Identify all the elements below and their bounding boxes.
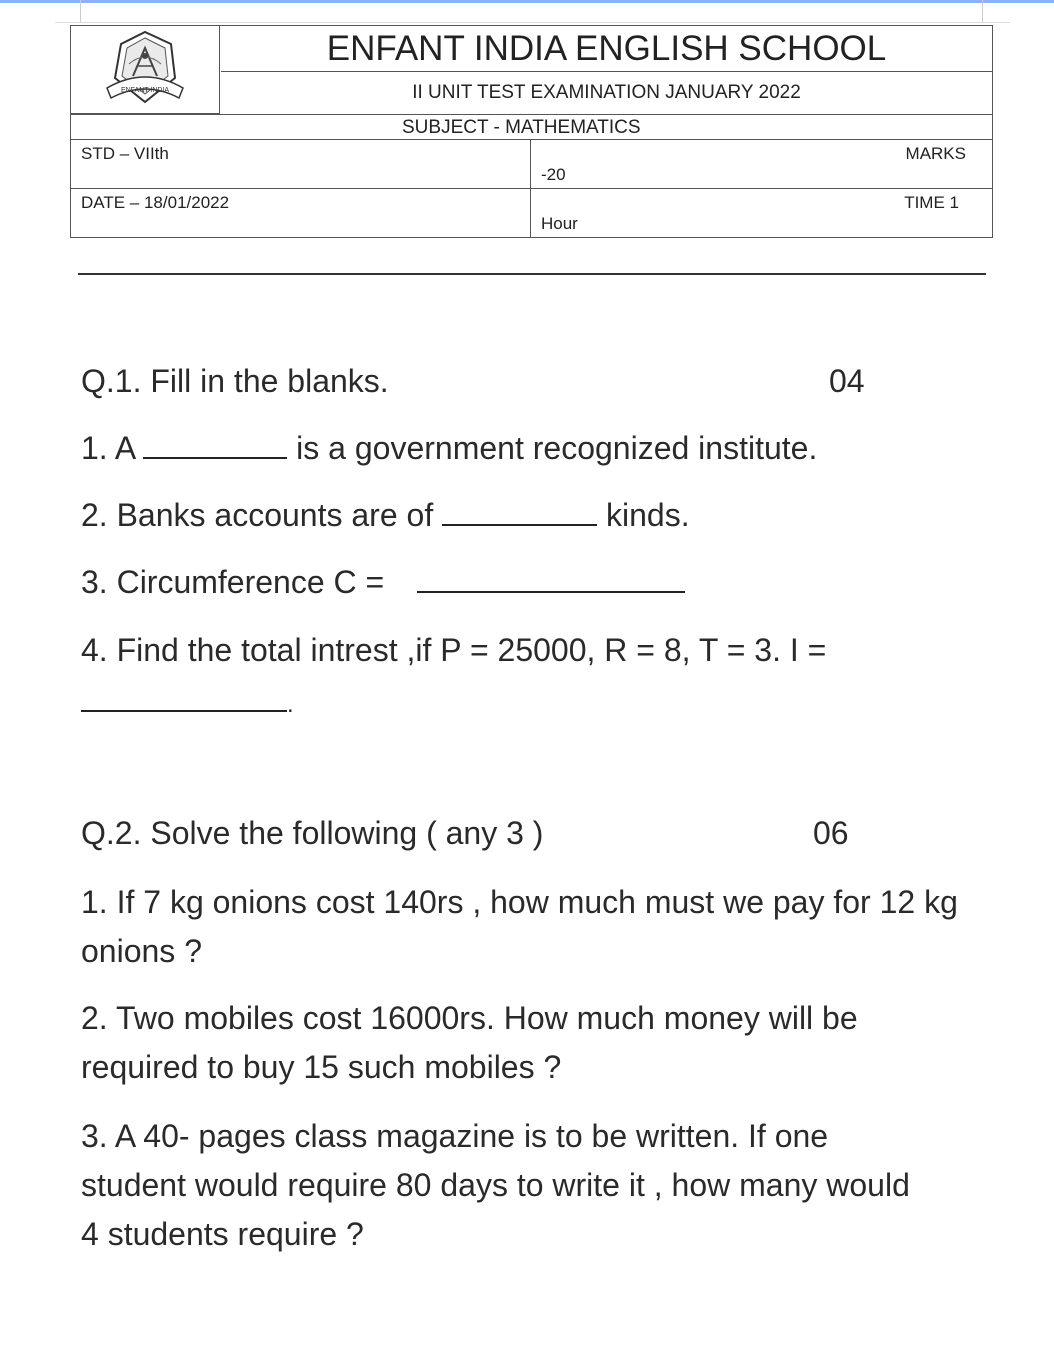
q1-item-4 (81, 632, 826, 669)
std-row (71, 140, 992, 189)
q1-item-1-suffix: is a government recognized institute. (296, 430, 818, 466)
q2-title: Q.2. Solve the following ( any 3 ) (81, 815, 544, 851)
logo-text: ENFANT INDIA (120, 87, 170, 94)
subject-row (71, 114, 992, 140)
q1-item-3 (81, 564, 685, 601)
answer-blank (442, 522, 597, 526)
logo-cell (71, 26, 220, 114)
q1-item-3-prefix: 3. Circumference C = (81, 564, 385, 600)
q1-item-4-end: . (287, 691, 294, 718)
q1-item-2 (81, 497, 690, 534)
school-logo-icon (71, 26, 220, 114)
std-label: STD – VIIth (81, 144, 169, 163)
q1-title: Q.1. Fill in the blanks. (81, 363, 389, 399)
top-edge-line (0, 0, 1054, 3)
answer-blank (81, 708, 287, 712)
q1-item-2-suffix: kinds. (605, 497, 690, 533)
q2-item-2: 2. Two mobiles cost 16000rs. How much money will be required to buy 15 such mobiles ? (81, 1000, 858, 1085)
q1-item-1-prefix: 1. A (81, 430, 135, 466)
answer-blank (417, 589, 685, 593)
date-label: DATE – 18/01/2022 (81, 193, 230, 212)
q1-item-4-blank-line (81, 683, 294, 720)
school-name: ENFANT INDIA ENGLISH SCHOOL (221, 26, 992, 72)
marks-label: MARKS (905, 144, 966, 163)
column-divider (530, 140, 531, 188)
q1-item-1 (81, 430, 817, 467)
header-divider-line (78, 273, 986, 275)
q1-marks: 04 (829, 363, 865, 399)
page-corner-mark-right (982, 0, 983, 22)
page-corner-mark-left (80, 0, 81, 22)
q2-marks: 06 (813, 815, 849, 851)
time-value: Hour (541, 214, 578, 233)
answer-blank (143, 455, 287, 459)
q2-item-1: 1. If 7 kg onions cost 140rs , how much must we pay for 12 kg onions ? (81, 884, 958, 969)
q1-item-2-prefix: 2. Banks accounts are of (81, 497, 434, 533)
header-table (70, 25, 993, 238)
column-divider (530, 189, 531, 237)
marks-value: -20 (541, 165, 566, 184)
q2-item-3: 3. A 40- pages class magazine is to be written. If one student would require 80 days to write it , how many would 4 students require ? (81, 1118, 910, 1252)
q1-item-4-text: 4. Find the total intrest ,if P = 25000, R = 8, T = 3. I = (81, 632, 827, 668)
subject-label: SUBJECT - MATHEMATICS (402, 117, 641, 138)
exam-title: II UNIT TEST EXAMINATION JANUARY 2022 (412, 82, 801, 103)
date-row (71, 189, 992, 237)
time-label: TIME 1 (904, 193, 959, 212)
page-corner-mark-line (55, 22, 1010, 23)
